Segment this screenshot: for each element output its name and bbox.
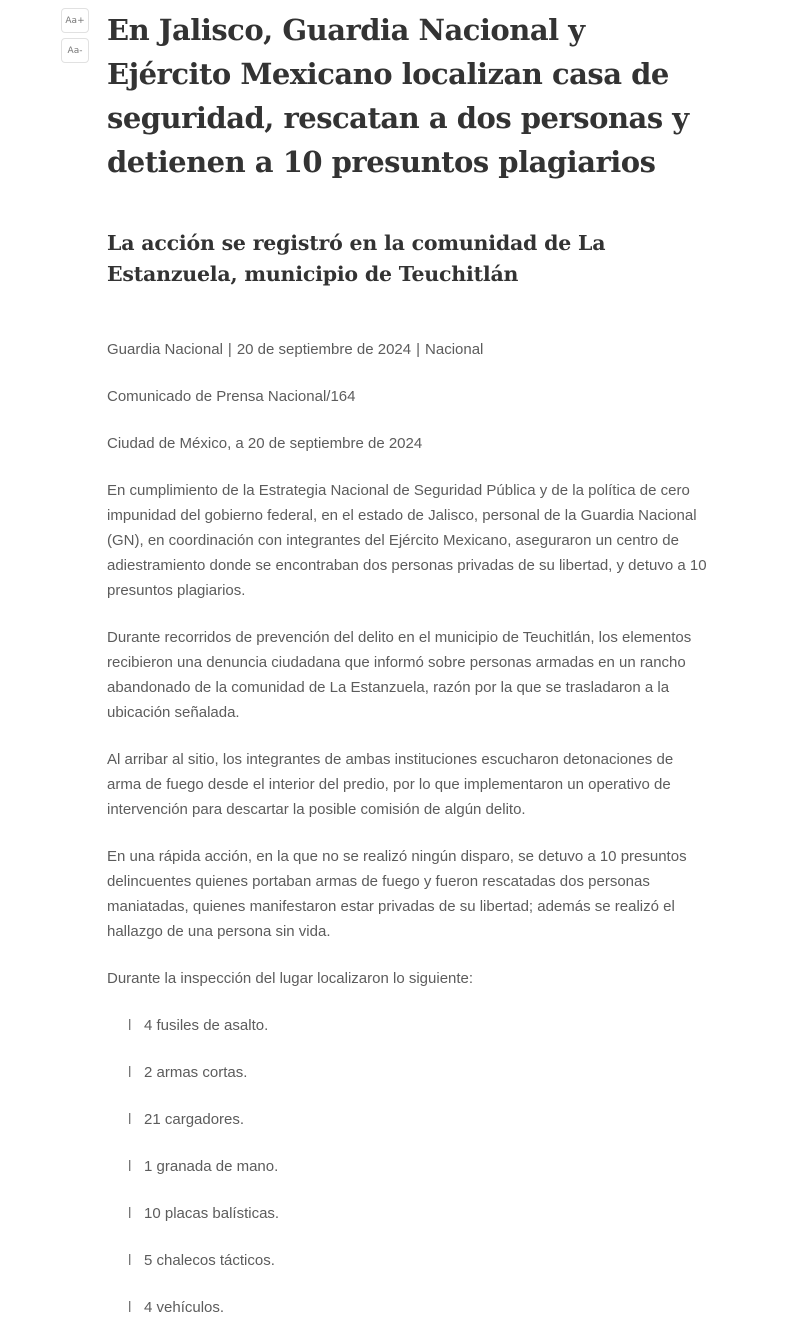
list-item-text: 10 placas balísticas.: [144, 1205, 280, 1222]
list-item-text: 5 chalecos tácticos.: [144, 1252, 275, 1269]
meta-author: Guardia Nacional: [107, 341, 223, 358]
meta-date: 20 de septiembre de 2024: [236, 341, 412, 358]
list-item-text: 2 armas cortas.: [144, 1064, 248, 1081]
bullet-icon: l: [128, 1205, 132, 1222]
article-subtitle: La acción se registró en la comunidad de La Estanzuela, municipio de Teuchitlán: [107, 231, 606, 286]
list-item: [107, 1013, 707, 1038]
article-title: En Jalisco, Guardia Nacional y Ejército Mexicano localizan casa de seguridad, rescatan a dos personas y detienen a 10 presuntos plagiarios: [107, 13, 689, 179]
press-release-number: Comunicado de Prensa Nacional/164: [107, 388, 356, 405]
list-item-text: 4 vehículos.: [144, 1299, 225, 1316]
body-paragraph: En una rápida acción, en la que no se realizó ningún disparo, se detuvo a 10 presuntos delincuentes quienes portaban armas de fuego y fueron rescatadas dos personas maniatadas, quienes manifestaron estar privadas de su libertad; además se realizó el hallazgo de una persona sin vida.: [107, 848, 687, 940]
bullet-icon: l: [128, 1017, 132, 1034]
font-size-controls: [61, 8, 91, 68]
bullet-icon: l: [128, 1158, 132, 1175]
bullet-icon: l: [128, 1111, 132, 1128]
bullet-icon: l: [128, 1299, 132, 1316]
list-item-text: 4 fusiles de asalto.: [144, 1017, 269, 1034]
list-item: [107, 1295, 707, 1320]
meta-separator: |: [227, 341, 232, 358]
list-item: [107, 1248, 707, 1273]
article-meta: [107, 337, 707, 362]
meta-section: Nacional: [425, 341, 484, 358]
body-paragraph: Al arribar al sitio, los integrantes de ambas instituciones escucharon detonaciones de arma de fuego desde el interior del predio, por lo que implementaron un operativo de intervención para descartar la posible comisión de algún delito.: [107, 751, 674, 818]
list-item: [107, 1107, 707, 1132]
seized-items-list: [107, 1013, 707, 1320]
bullet-icon: l: [128, 1064, 132, 1081]
list-item: [107, 1060, 707, 1085]
list-intro: Durante la inspección del lugar localizaron lo siguiente:: [107, 970, 474, 987]
body-paragraph: En cumplimiento de la Estrategia Nacional de Seguridad Pública y de la política de cero impunidad del gobierno federal, en el estado de Jalisco, personal de la Guardia Nacional (GN), en coordinación con integrantes del Ejército Mexicano, aseguraron un centro de adiestramiento donde se encontraban dos personas privadas de su libertad, y detuvo a 10 presuntos plagiarios.: [107, 482, 707, 599]
article: [107, 0, 707, 1342]
dateline: Ciudad de México, a 20 de septiembre de 2024: [107, 435, 423, 452]
meta-separator: |: [416, 341, 421, 358]
list-item: [107, 1154, 707, 1179]
bullet-icon: l: [128, 1252, 132, 1269]
decrease-font-button[interactable]: Aa-: [61, 38, 89, 63]
body-paragraph: Durante recorridos de prevención del delito en el municipio de Teuchitlán, los elementos recibieron una denuncia ciudadana que informó sobre personas armadas en un rancho abandonado de la comunidad de La Estanzuela, razón por la que se trasladaron a la ubicación señalada.: [107, 629, 692, 721]
list-item-text: 1 granada de mano.: [144, 1158, 279, 1175]
list-item-text: 21 cargadores.: [144, 1111, 245, 1128]
list-item: [107, 1201, 707, 1226]
increase-font-button[interactable]: Aa+: [61, 8, 89, 33]
